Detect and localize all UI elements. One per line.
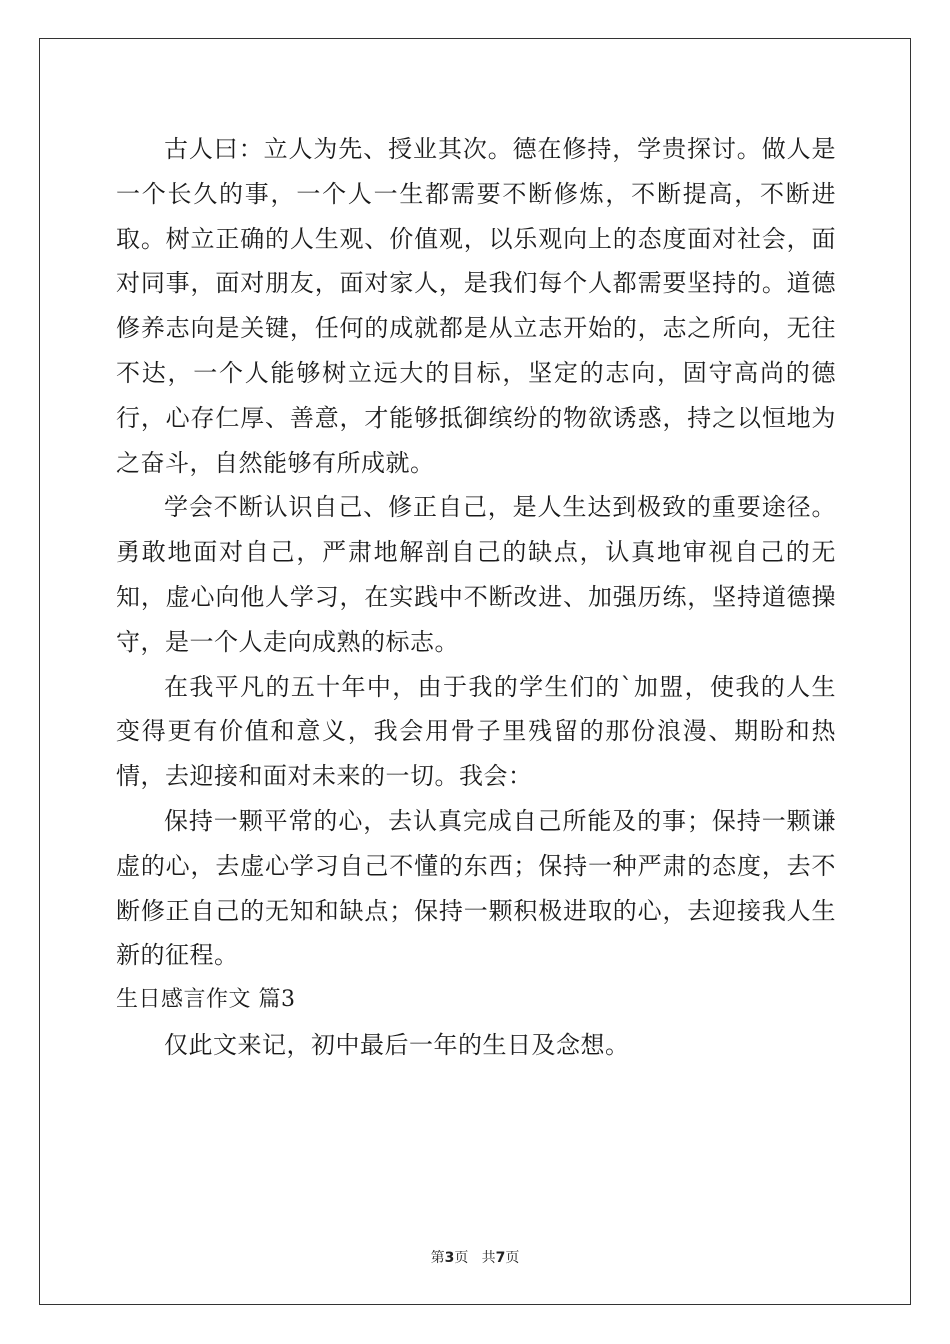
paragraph-5: 仅此文来记，初中最后一年的生日及念想。	[164, 1030, 630, 1059]
paragraph-2: 学会不断认识自己、修正自己，是人生达到极致的重要途径。勇敢地面对自己，严肃地解剖自己的缺点，认真地审视自己的无知，虚心向他人学习，在实践中不断改进、加强历练，坚持道德操守，是一个人走向成熟的标志。	[116, 493, 836, 656]
footer-page-prefix: 第	[430, 1250, 445, 1266]
paragraph-3: 在我平凡的五十年中，由于我的学生们的`加盟，使我的人生变得更有价值和意义，我会用骨子里残留的那份浪漫、期盼和热情，去迎接和面对未来的一切。我会：	[116, 672, 836, 791]
section-heading: 生日感言作文 篇3	[116, 987, 296, 1013]
footer-total-prefix: 共	[481, 1250, 496, 1266]
footer-total-pages: 7	[495, 1250, 506, 1266]
footer-total-suffix: 页	[505, 1250, 520, 1266]
footer-page-suffix: 页	[454, 1250, 469, 1266]
document-body	[116, 127, 836, 1068]
page-footer	[0, 1247, 950, 1267]
paragraph-1: 古人曰：立人为先、授业其次。德在修持，学贵探讨。做人是一个长久的事，一个人一生都需要不断修炼，不断提高，不断进取。树立正确的人生观、价值观，以乐观向上的态度面对社会，面对同事，面对朋友，面对家人，是我们每个人都需要坚持的。道德修养志向是关键，任何的成就都是从立志开始的，志之所向，无往不达，一个人能够树立远大的目标，坚定的志向，固守高尚的德行，心存仁厚、善意，才能够抵御缤纷的物欲诱惑，持之以恒地为之奋斗，自然能够有所成就。	[116, 135, 836, 477]
footer-page-number: 3	[444, 1250, 455, 1266]
paragraph-4: 保持一颗平常的心，去认真完成自己所能及的事；保持一颗谦虚的心，去虚心学习自己不懂的东西；保持一种严肃的态度，去不断修正自己的无知和缺点；保持一颗积极进取的心，去迎接我人生新的征程。	[116, 806, 836, 970]
